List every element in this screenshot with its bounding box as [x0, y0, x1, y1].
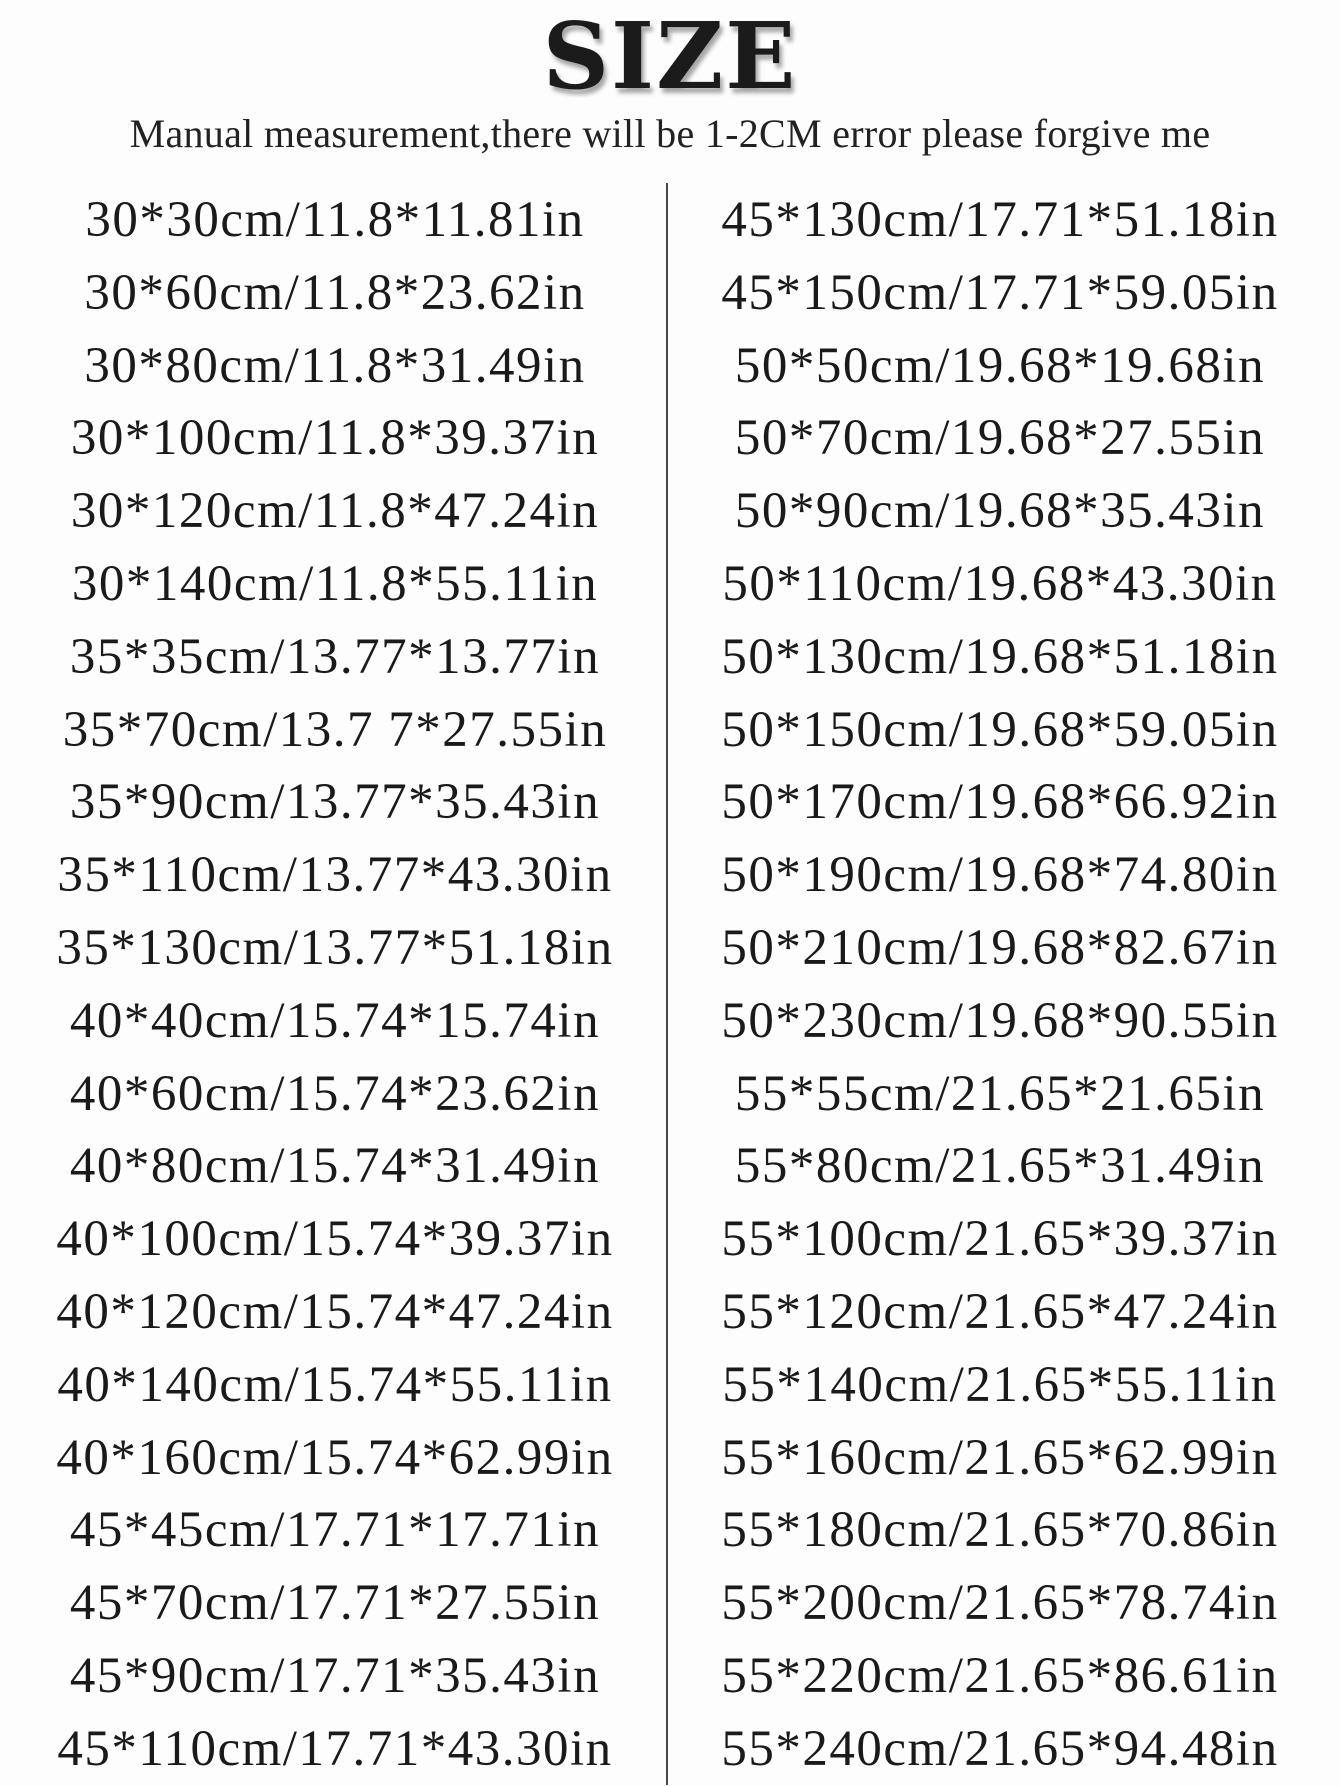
size-item: 30*60cm/11.8*23.62in: [84, 264, 586, 321]
size-item: 40*60cm/15.74*23.62in: [69, 1065, 601, 1122]
size-item: 50*230cm/19.68*90.55in: [721, 992, 1279, 1049]
size-item: 55*160cm/21.65*62.99in: [721, 1429, 1279, 1486]
size-list-left: [20, 184, 650, 1786]
size-item: 30*140cm/11.8*55.11in: [71, 555, 599, 612]
size-item: 55*140cm/21.65*55.11in: [722, 1356, 1278, 1413]
size-item: 35*90cm/13.77*35.43in: [69, 774, 601, 831]
size-item: 35*110cm/13.77*43.30in: [57, 847, 613, 904]
size-item: 40*80cm/15.74*31.49in: [69, 1138, 601, 1195]
size-item: 45*110cm/17.71*43.30in: [57, 1720, 613, 1777]
size-item: 40*160cm/15.74*62.99in: [56, 1429, 614, 1486]
size-item: 40*100cm/15.74*39.37in: [56, 1211, 614, 1268]
size-item: 35*35cm/13.77*13.77in: [69, 628, 601, 685]
size-item: 50*190cm/19.68*74.80in: [721, 847, 1279, 904]
size-item: 50*50cm/19.68*19.68in: [734, 337, 1266, 394]
size-item: 45*150cm/17.71*59.05in: [721, 264, 1279, 321]
size-item: 50*210cm/19.68*82.67in: [721, 919, 1279, 976]
size-item: 45*90cm/17.71*35.43in: [69, 1647, 601, 1704]
size-item: 50*150cm/19.68*59.05in: [721, 701, 1279, 758]
size-list-right: [680, 184, 1320, 1786]
size-item: 55*100cm/21.65*39.37in: [721, 1211, 1279, 1268]
size-item: 30*30cm/11.8*11.81in: [85, 192, 585, 248]
size-item: 45*45cm/17.71*17.71in: [69, 1502, 601, 1559]
size-item: 55*180cm/21.65*70.86in: [721, 1502, 1279, 1559]
size-item: 50*170cm/19.68*66.92in: [721, 774, 1279, 831]
size-item: 55*80cm/21.65*31.49in: [734, 1138, 1266, 1195]
size-item: 50*90cm/19.68*35.43in: [734, 483, 1266, 540]
size-item: 40*120cm/15.74*47.24in: [56, 1283, 614, 1340]
size-item: 55*120cm/21.65*47.24in: [721, 1283, 1279, 1340]
size-item: 30*100cm/11.8*39.37in: [70, 410, 600, 467]
size-item: 35*70cm/13.7 7*27.55in: [62, 701, 608, 758]
size-item: 55*220cm/21.65*86.61in: [721, 1647, 1279, 1704]
size-item: 40*140cm/15.74*55.11in: [57, 1356, 613, 1413]
measurement-note: Manual measurement,there will be 1-2CM error please forgive me: [129, 111, 1211, 156]
size-item: 50*110cm/19.68*43.30in: [722, 555, 1278, 612]
size-item: 35*130cm/13.77*51.18in: [56, 919, 614, 976]
size-item: 55*55cm/21.65*21.65in: [734, 1065, 1266, 1122]
size-item: 40*40cm/15.74*15.74in: [69, 992, 601, 1049]
page-title: SIZE: [542, 2, 798, 110]
column-divider: [666, 183, 668, 1785]
size-item: 30*80cm/11.8*31.49in: [84, 337, 586, 394]
size-item: 50*130cm/19.68*51.18in: [721, 628, 1279, 685]
size-item: 55*200cm/21.65*78.74in: [721, 1575, 1279, 1632]
size-item: 55*240cm/21.65*94.48in: [721, 1720, 1279, 1777]
size-item: 45*70cm/17.71*27.55in: [69, 1575, 601, 1632]
size-item: 30*120cm/11.8*47.24in: [70, 483, 600, 540]
size-item: 45*130cm/17.71*51.18in: [721, 192, 1279, 248]
size-item: 50*70cm/19.68*27.55in: [734, 410, 1266, 467]
